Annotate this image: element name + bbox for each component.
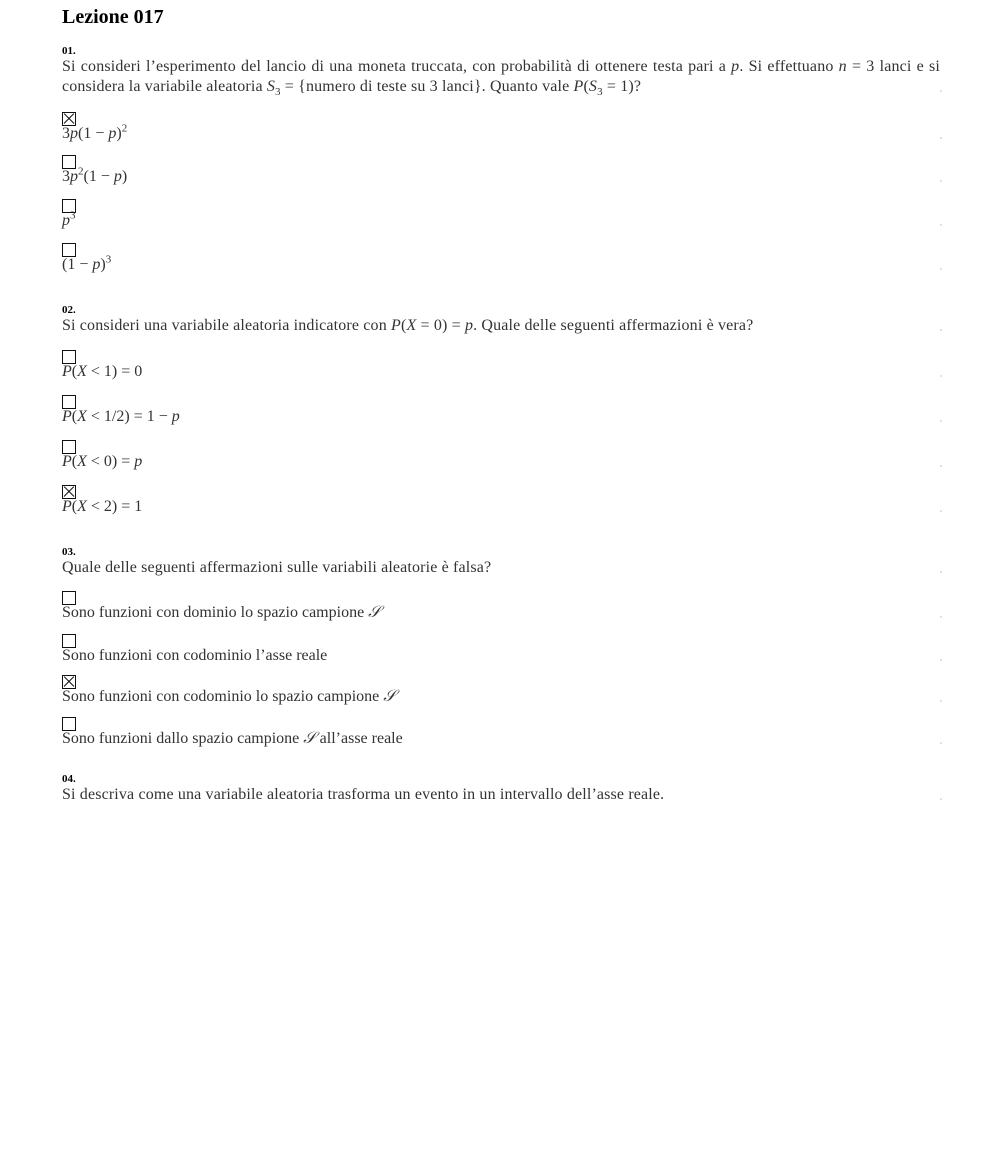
question-text: Si consideri una variabile aleatoria indicatore con P(X = 0) = p. Quale delle seguenti affermazioni è vera? (62, 317, 754, 334)
margin-dot (940, 659, 942, 661)
margin-dot (940, 137, 942, 139)
question-01 (62, 45, 940, 274)
option-text: $p^3$ (62, 209, 76, 229)
option-text: Sono funzioni con codominio l’asse reale (62, 647, 328, 664)
question-text: Si descriva come una variabile aleatoria trasforma un evento in un intervallo dell’asse reale. (62, 786, 665, 803)
margin-dot (940, 180, 942, 182)
option-text: P(X < 1) = 0 (62, 363, 143, 380)
margin-dot (940, 742, 942, 744)
margin-dot (940, 465, 942, 467)
empty-box-icon[interactable] (62, 440, 76, 454)
margin-dot (940, 375, 942, 377)
answer-option[interactable] (62, 395, 940, 426)
question-text: Quale delle seguenti affermazioni sulle variabili aleatorie è falsa? (62, 559, 492, 576)
answer-option[interactable] (62, 591, 940, 622)
empty-box-icon[interactable] (62, 350, 76, 364)
answer-option[interactable] (62, 440, 940, 471)
answer-option[interactable] (62, 717, 940, 748)
checked-box-icon[interactable] (62, 112, 76, 126)
question-text: Si consideri l’esperimento del lancio di una moneta truccata, con probabilità di ottenere testa pari a p. Si effettuano n = 3 lanci e si considera la variabile aleatoria $S_3$ = {numero di teste su 3 lanci}. Quanto vale $P(S_3 = 1)$? (62, 58, 941, 99)
question-number: 04. (62, 773, 76, 785)
option-text: $3p(1 - p)^2$ (62, 122, 128, 142)
option-text: P(X < 1/2) = 1 − p (62, 408, 180, 425)
empty-box-icon[interactable] (62, 591, 76, 605)
answer-option[interactable] (62, 485, 940, 516)
lesson-title: Lezione 017 (62, 6, 164, 28)
option-text: P(X < 0) = p (62, 453, 143, 470)
document-page (62, 5, 940, 805)
margin-dot (940, 571, 942, 573)
option-text: Sono funzioni con dominio lo spazio campione 𝒮 (62, 604, 381, 621)
empty-box-icon[interactable] (62, 717, 76, 731)
margin-dot (940, 510, 942, 512)
option-text: $3p^2(1 - p)$ (62, 165, 128, 185)
checked-box-icon[interactable] (62, 675, 76, 689)
empty-box-icon[interactable] (62, 155, 76, 169)
answer-option[interactable] (62, 155, 940, 186)
option-text: Sono funzioni dallo spazio campione 𝒮 all’asse reale (62, 730, 403, 747)
answer-option[interactable] (62, 112, 940, 143)
empty-box-icon[interactable] (62, 243, 76, 257)
answer-option[interactable] (62, 634, 940, 665)
margin-dot (940, 798, 942, 800)
margin-dot (940, 329, 942, 331)
answer-option[interactable] (62, 199, 940, 230)
margin-dot (940, 420, 942, 422)
margin-dot (940, 700, 942, 702)
empty-box-icon[interactable] (62, 634, 76, 648)
answer-option[interactable] (62, 350, 940, 381)
question-number: 01. (62, 45, 76, 57)
margin-dot (940, 224, 942, 226)
empty-box-icon[interactable] (62, 199, 76, 213)
answer-option[interactable] (62, 243, 940, 274)
margin-dot (940, 616, 942, 618)
option-text: P(X < 2) = 1 (62, 498, 143, 515)
question-04 (62, 773, 940, 805)
question-number: 02. (62, 304, 76, 316)
option-text: $(1 - p)^3$ (62, 253, 112, 273)
answer-option[interactable] (62, 675, 940, 706)
question-02 (62, 304, 940, 516)
checked-box-icon[interactable] (62, 485, 76, 499)
margin-dot (940, 90, 942, 92)
empty-box-icon[interactable] (62, 395, 76, 409)
margin-dot (940, 268, 942, 270)
question-number: 03. (62, 546, 76, 558)
question-03 (62, 546, 940, 748)
option-text: Sono funzioni con codominio lo spazio campione 𝒮 (62, 688, 396, 705)
